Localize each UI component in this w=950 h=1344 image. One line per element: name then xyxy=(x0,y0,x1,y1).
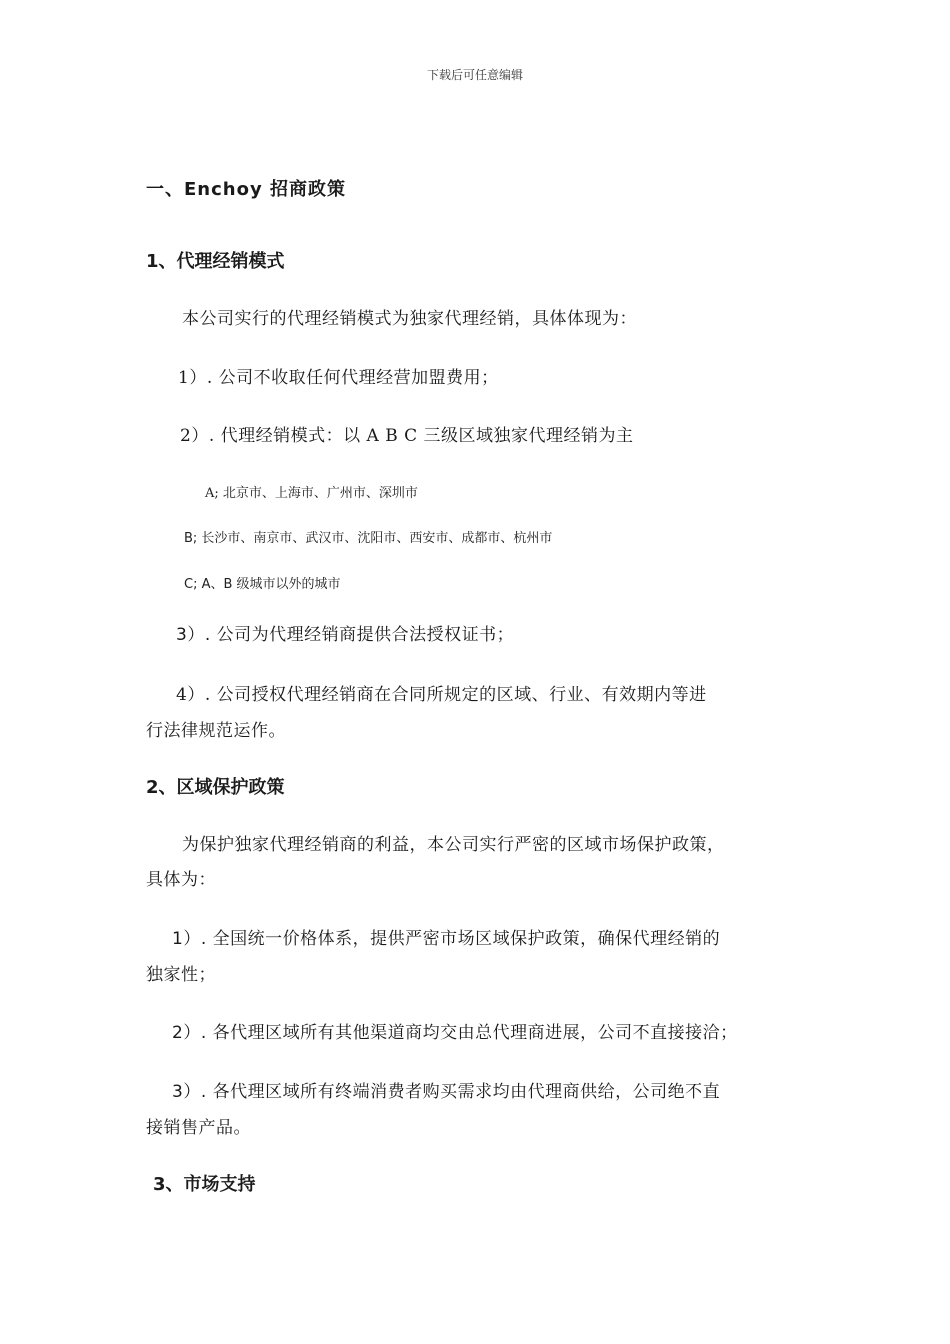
section-2-item-1-line-1: 1）. 全国统一价格体系，提供严密市场区域保护政策，确保代理经销的 xyxy=(172,929,721,949)
section-1-heading: 1、代理经销模式 xyxy=(146,251,285,272)
section-2-intro-line-2: 具体为： xyxy=(146,870,216,890)
tier-b-cities: B; 长沙市、南京市、武汉市、沈阳市、西安市、成都市、杭州市 xyxy=(184,531,553,546)
section-1-item-2: 2）. 代理经销模式：以 A B C 三级区域独家代理经销为主 xyxy=(180,426,634,446)
section-1-intro: 本公司实行的代理经销模式为独家代理经销，具体体现为： xyxy=(182,309,637,329)
section-1-item-4-line-1: 4）. 公司授权代理经销商在合同所规定的区域、行业、有效期内等进 xyxy=(176,685,707,705)
section-1-item-4-line-2: 行法律规范运作。 xyxy=(146,721,286,741)
section-1-item-3: 3）. 公司为代理经销商提供合法授权证书； xyxy=(176,625,515,645)
section-2-intro-line-1: 为保护独家代理经销商的利益，本公司实行严密的区域市场保护政策， xyxy=(182,835,725,855)
section-2-item-3-line-2: 接销售产品。 xyxy=(146,1118,251,1138)
section-2-item-1-line-2: 独家性； xyxy=(146,965,216,985)
section-3-heading: 3、市场支持 xyxy=(153,1174,256,1195)
header-note: 下载后可任意编辑 xyxy=(426,68,523,82)
section-2-item-2: 2）. 各代理区域所有其他渠道商均交由总代理商进展，公司不直接接洽； xyxy=(172,1023,738,1043)
document-title: 一、Enchoy 招商政策 xyxy=(146,179,346,200)
tier-c-cities: C; A、B 级城市以外的城市 xyxy=(184,577,341,592)
section-2-item-3-line-1: 3）. 各代理区域所有终端消费者购买需求均由代理商供给，公司绝不直 xyxy=(172,1082,721,1102)
tier-a-cities: A; 北京市、上海市、广州市、深圳市 xyxy=(205,486,418,501)
section-2-heading: 2、区域保护政策 xyxy=(146,777,285,798)
section-1-item-1: 1）. 公司不收取任何代理经营加盟费用； xyxy=(178,368,499,388)
